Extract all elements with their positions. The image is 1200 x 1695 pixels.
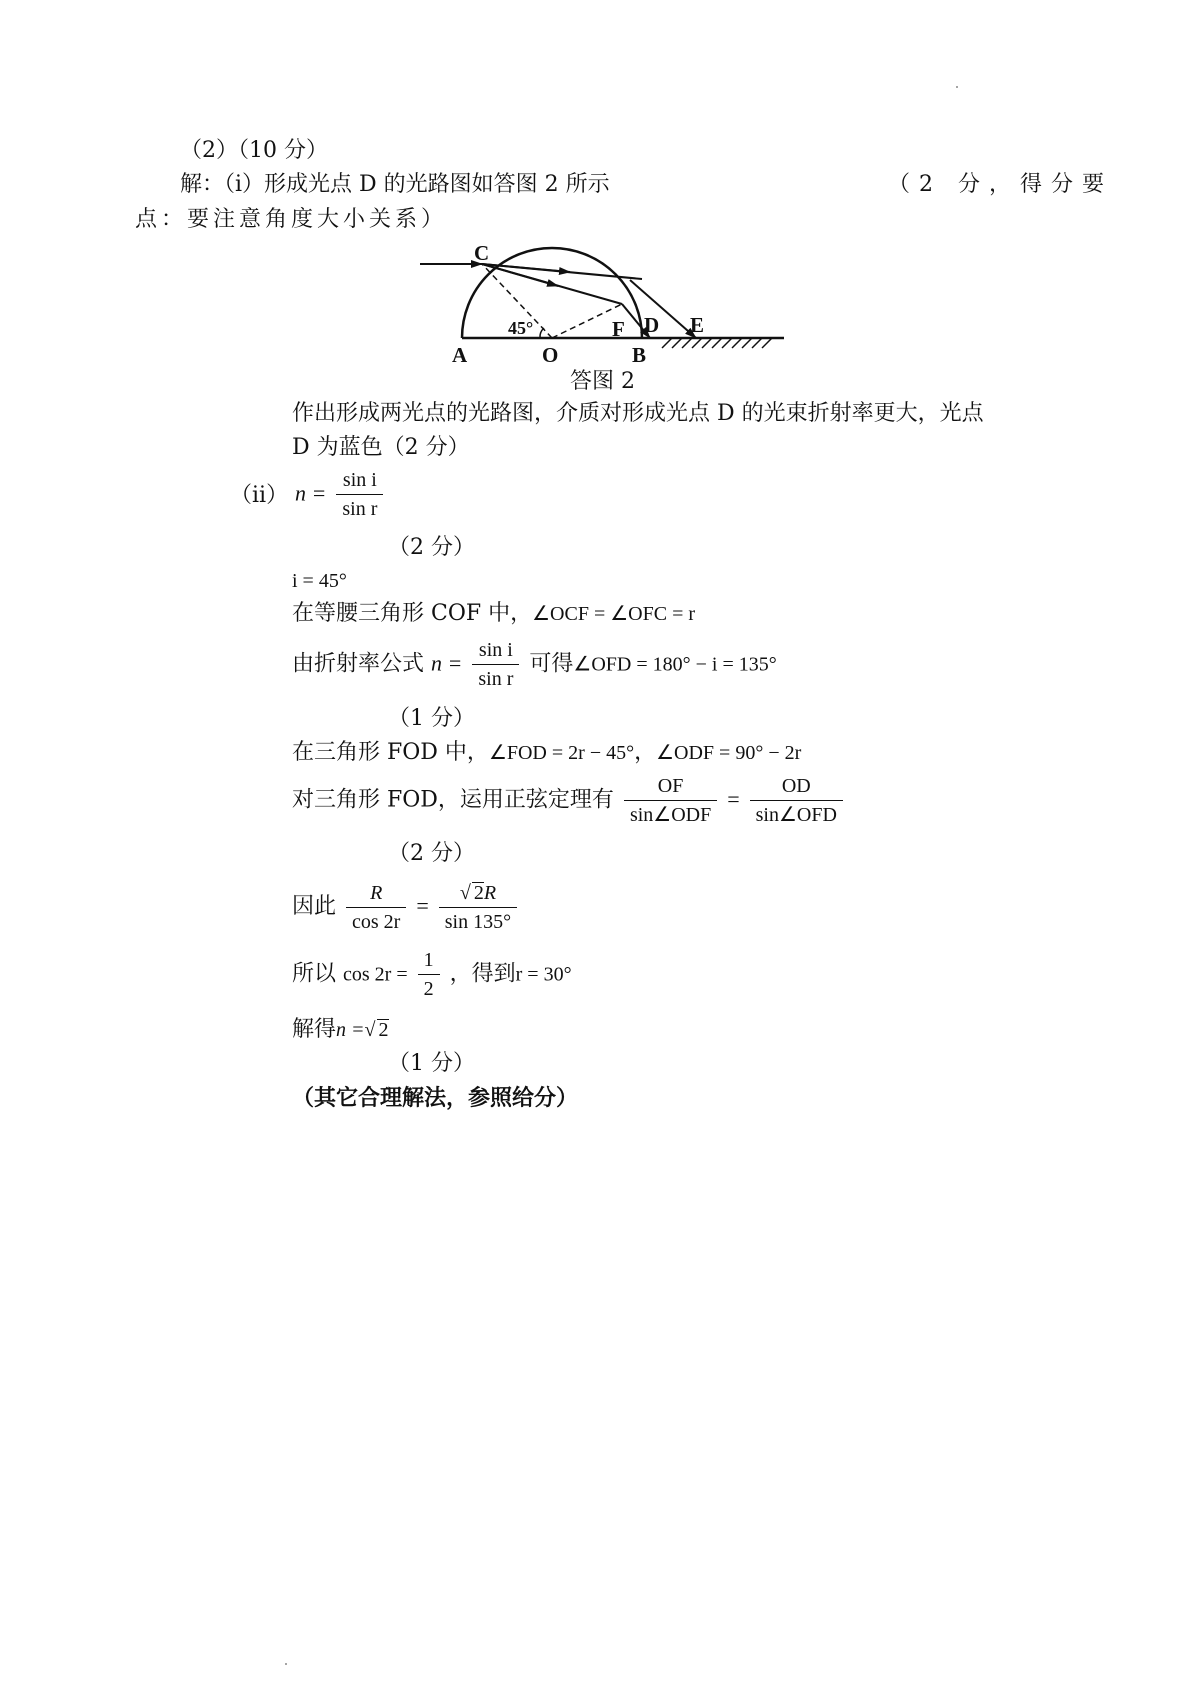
incidence-angle: i = 45° [292, 570, 347, 592]
part-heading: （2）（10 分） [180, 138, 328, 163]
label-C: C [474, 241, 490, 265]
explanation-line-2: D 为蓝色（2 分） [292, 435, 470, 460]
explanation-line-1: 作出形成两光点的光路图，介质对形成光点 D 的光束折射率更大，光点 [292, 401, 984, 426]
part2-label: （ⅱ） [230, 483, 289, 508]
label-angle: 45° [508, 318, 534, 338]
label-B: B [632, 343, 647, 367]
optics-figure [410, 232, 810, 392]
ray-to-e [630, 280, 696, 338]
score-1a: （1 分） [388, 706, 475, 731]
label-D: D [644, 313, 660, 337]
part1-score: （2 分，得分要 [888, 172, 1113, 197]
angle-arc [540, 328, 544, 338]
scan-dot [956, 86, 958, 88]
isosceles-line: 在等腰三角形 COF 中，∠OCF = ∠OFC = r [292, 601, 696, 626]
result-line: 解得n =√ 2 [292, 1017, 389, 1042]
label-O: O [542, 343, 559, 367]
score-1b: （1 分） [388, 1051, 475, 1076]
scan-dot [285, 1663, 287, 1665]
figure-caption: 答图 2 [570, 369, 635, 394]
label-A: A [452, 343, 468, 367]
label-F: F [612, 317, 625, 341]
score-2a: （2 分） [388, 535, 475, 560]
cos-line: 所以 cos 2r = $\frac{1}{2}$ ，得到r = 30° [292, 949, 572, 1000]
triangle-fod-line: 在三角形 FOD 中，∠FOD = 2r − 45°，∠ODF = 90° − 2r [292, 740, 802, 765]
formula-line: 由折射率公式 n = $\frac{\text{sin i}}{\text{sin r}}$ 可得∠OFD = 180° − i = 135° [292, 639, 777, 690]
mirror-hatching [662, 338, 772, 348]
grading-note: （其它合理解法，参照给分） [292, 1086, 579, 1111]
part1-intro: 解：（ⅰ）形成光点 D 的光路图如答图 2 所示 [180, 172, 610, 197]
score-2b: （2 分） [388, 841, 475, 866]
refraction-formula: n = $\frac{\text{sin i}}{\text{sin r}}$ [295, 470, 386, 519]
label-E: E [690, 313, 705, 337]
sine-rule-line: 对三角形 FOD，运用正弦定理有 $\frac{OF}{\text{sin∠ODF}}$ = $\frac{OD}{\text{sin∠OFD}}$ [292, 776, 846, 825]
therefore-line: 因此 $\frac{R}{\cos 2r}$ = $\frac{√ 2R}{\sin 135^\circ}$ [292, 882, 520, 932]
part1-score-note: 点：要注意角度大小关系） [135, 207, 448, 232]
